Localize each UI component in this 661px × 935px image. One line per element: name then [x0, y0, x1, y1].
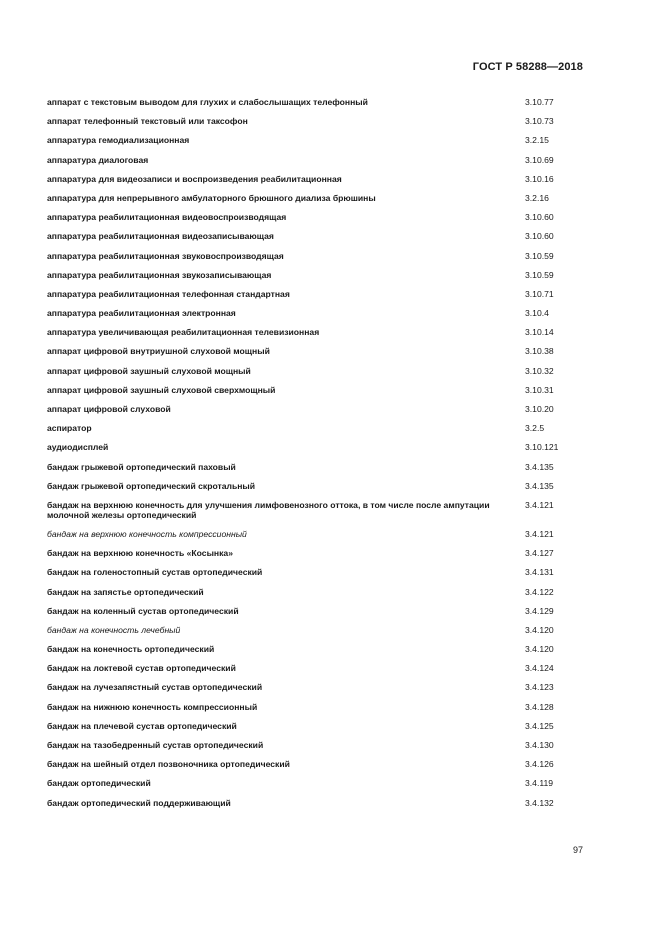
index-term: бандаж на нижнюю конечность компрессионный	[47, 701, 258, 712]
index-entry	[47, 116, 583, 135]
index-term: бандаж ортопедический поддерживающий	[47, 797, 231, 808]
index-entry	[47, 366, 583, 385]
index-term: аппаратура диалоговая	[47, 154, 149, 165]
index-entry	[47, 155, 583, 174]
index-reference: 3.4.135	[525, 461, 554, 472]
index-term: аппарат с текстовым выводом для глухих и слабослышащих телефонный	[47, 97, 368, 107]
index-term: бандаж на верхнюю конечность «Косынка»	[47, 548, 233, 559]
index-reference: 3.10.32	[525, 365, 554, 376]
index-reference: 3.4.121	[525, 499, 554, 510]
index-entry	[47, 625, 583, 644]
index-term: бандаж на конечность ортопедический	[47, 644, 215, 655]
index-reference: 3.4.125	[525, 720, 554, 731]
index-term: аудиодисплей	[47, 442, 109, 453]
index-term: аппаратура реабилитационная видеовоспроизводящая	[47, 212, 287, 223]
index-reference: 3.4.123	[525, 682, 554, 693]
index-entry	[47, 212, 583, 231]
index-term: аспиратор	[47, 423, 92, 434]
index-entry	[47, 721, 583, 740]
index-term: аппаратура реабилитационная звуковоспроизводящая	[47, 250, 284, 261]
index-term: аппарат цифровой внутриушной слуховой мощный	[47, 346, 270, 357]
index-entry	[47, 500, 583, 529]
index-entry	[47, 308, 583, 327]
index-term: аппарат телефонный текстовый или таксофон	[47, 116, 248, 127]
index-reference: 3.10.60	[525, 231, 554, 242]
term-index-list	[47, 97, 583, 817]
page-number: 97	[572, 845, 583, 855]
index-reference: 3.4.119	[525, 778, 554, 789]
index-term: аппаратура для видеозаписи и воспроизведения реабилитационная	[47, 173, 342, 184]
index-reference: 3.2.15	[525, 135, 549, 146]
index-entry	[47, 193, 583, 212]
index-entry	[47, 346, 583, 365]
index-term: бандаж на голеностопный сустав ортопедический	[47, 567, 263, 578]
index-entry	[47, 270, 583, 289]
index-entry	[47, 251, 583, 270]
index-reference: 3.4.122	[525, 586, 554, 597]
index-reference: 3.10.59	[525, 250, 554, 261]
index-entry	[47, 289, 583, 308]
index-entry	[47, 759, 583, 778]
index-term: аппаратура реабилитационная звукозаписывающая	[47, 269, 272, 280]
index-entry	[47, 778, 583, 797]
index-entry	[47, 481, 583, 500]
index-reference: 3.10.69	[525, 154, 554, 165]
index-entry	[47, 644, 583, 663]
index-entry	[47, 404, 583, 423]
index-entry	[47, 606, 583, 625]
index-term: бандаж на лучезапястный сустав ортопедический	[47, 682, 263, 693]
index-reference: 3.4.132	[525, 797, 554, 808]
index-entry	[47, 682, 583, 701]
index-term: аппаратура реабилитационная телефонная стандартная	[47, 288, 290, 299]
index-entry	[47, 174, 583, 193]
index-entry	[47, 231, 583, 250]
index-reference: 3.10.73	[525, 116, 554, 127]
index-reference: 3.4.124	[525, 663, 554, 674]
index-reference: 3.10.77	[525, 97, 554, 107]
index-reference: 3.10.14	[525, 327, 554, 338]
index-term: аппаратура для непрерывного амбулаторного брюшного диализа брюшины	[47, 192, 376, 203]
index-reference: 3.10.31	[525, 384, 554, 395]
index-reference: 3.4.120	[525, 624, 554, 635]
index-reference: 3.4.121	[525, 528, 554, 539]
index-term: аппарат цифровой заушный слуховой сверхмощный	[47, 384, 276, 395]
index-entry	[47, 567, 583, 586]
index-term: бандаж на плечевой сустав ортопедический	[47, 720, 237, 731]
index-term: бандаж ортопедический	[47, 778, 151, 789]
index-term: бандаж на конечность лечебный	[47, 624, 181, 635]
index-reference: 3.2.16	[525, 192, 549, 203]
index-entry	[47, 587, 583, 606]
index-reference: 3.4.131	[525, 567, 554, 578]
index-term: бандаж грыжевой ортопедический паховый	[47, 461, 236, 472]
index-term: бандаж на запястье ортопедический	[47, 586, 204, 597]
index-term: бандаж на тазобедренный сустав ортопедический	[47, 740, 264, 750]
index-reference: 3.10.38	[525, 346, 554, 357]
index-term: бандаж на верхнюю конечность компрессионный	[47, 528, 247, 539]
index-term: бандаж на коленный сустав ортопедический	[47, 605, 239, 616]
index-reference: 3.10.60	[525, 212, 554, 223]
document-header: ГОСТ Р 58288—2018	[472, 61, 583, 73]
index-entry	[47, 385, 583, 404]
index-term: бандаж грыжевой ортопедический скротальный	[47, 480, 256, 491]
index-reference: 3.10.4	[525, 308, 549, 319]
index-term: аппарат цифровой заушный слуховой мощный	[47, 365, 251, 376]
index-reference: 3.10.16	[525, 173, 554, 184]
index-entry	[47, 97, 583, 116]
index-term: бандаж на шейный отдел позвоночника ортопедический	[47, 759, 290, 770]
index-reference: 3.4.129	[525, 605, 554, 616]
index-reference: 3.4.120	[525, 644, 554, 655]
index-entry	[47, 529, 583, 548]
index-term: аппаратура реабилитационная электронная	[47, 308, 236, 319]
index-entry	[47, 423, 583, 442]
index-term: аппаратура гемодиализационная	[47, 135, 190, 146]
index-term: бандаж на верхнюю конечность для улучшения лимфовенозного оттока, в том числе после ампутации молочной железы ортопедический	[47, 499, 490, 520]
index-term: бандаж на локтевой сустав ортопедический	[47, 663, 236, 674]
index-reference: 3.4.126	[525, 759, 554, 770]
index-reference: 3.10.121	[525, 442, 559, 453]
index-reference: 3.4.128	[525, 701, 554, 712]
index-reference: 3.4.135	[525, 480, 554, 491]
index-reference: 3.4.127	[525, 548, 554, 559]
index-entry	[47, 462, 583, 481]
index-term: аппарат цифровой слуховой	[47, 404, 171, 414]
index-reference: 3.10.59	[525, 269, 554, 280]
index-reference: 3.4.130	[525, 740, 554, 750]
index-entry	[47, 135, 583, 154]
index-entry	[47, 798, 583, 817]
index-term: аппаратура реабилитационная видеозаписывающая	[47, 231, 274, 242]
index-entry	[47, 442, 583, 461]
index-reference: 3.10.71	[525, 288, 554, 299]
index-reference: 3.2.5	[525, 423, 545, 434]
index-entry	[47, 327, 583, 346]
index-term: аппаратура увеличивающая реабилитационная телевизионная	[47, 327, 320, 338]
index-entry	[47, 548, 583, 567]
index-reference: 3.10.20	[525, 404, 554, 414]
index-entry	[47, 702, 583, 721]
index-entry	[47, 663, 583, 682]
index-entry	[47, 740, 583, 759]
